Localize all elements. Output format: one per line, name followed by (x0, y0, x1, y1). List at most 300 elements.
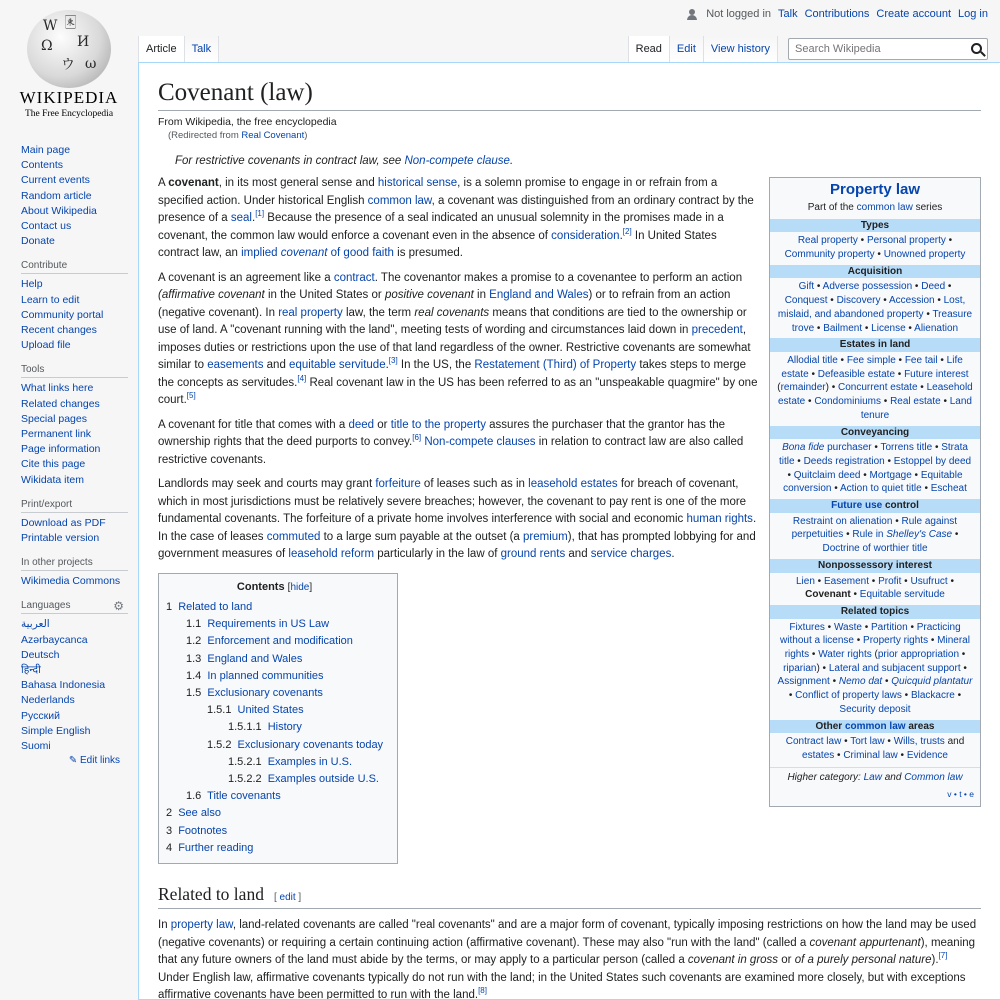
infobox-property-law (769, 177, 981, 807)
section-heading-label: Related to land (158, 884, 264, 904)
inline-link[interactable]: Practicing without a license (780, 621, 961, 647)
sidebar-item (21, 323, 138, 338)
inline-link[interactable]: Assignment (777, 676, 830, 688)
inline-link[interactable]: Lost, mislaid, and abandoned property (777, 295, 966, 320)
inline-link[interactable]: Mortgage (869, 469, 912, 481)
inline-link[interactable]: real property (278, 306, 343, 319)
tab-talk[interactable] (185, 36, 220, 62)
inline-link[interactable]: Criminal law (843, 749, 898, 761)
toc-number: 1.4 (186, 669, 202, 682)
inline-link[interactable]: easements (207, 359, 264, 372)
projects-heading: In other projects (21, 557, 128, 571)
toc-link[interactable]: Footnotes (178, 824, 228, 837)
infobox-section-list: Fixtures • Waste • Partition • Practicing without a license • Property rights • Mineral rights • Water rights (prior appropriation • riparian) • Lateral and subjacent support • Assignment • Nemo dat • Quicquid plantatur • Conflict of property laws • Blackacre • Security deposit (777, 621, 973, 715)
sidebar-link[interactable]: Contents (21, 159, 64, 172)
inline-link[interactable]: Security deposit (839, 703, 911, 715)
inline-link[interactable]: Treasure trove (791, 308, 973, 334)
sidebar-link[interactable]: Recent changes (21, 324, 97, 337)
toc-items (166, 599, 383, 857)
inline-link[interactable]: England and Wales (489, 289, 589, 302)
sidebar-link[interactable]: Cite this page (21, 458, 86, 471)
sidebar-link[interactable]: Current events (21, 174, 90, 187)
toc-item[interactable] (166, 616, 383, 633)
toc-item[interactable] (166, 702, 383, 719)
inline-link[interactable]: equitable servitude (289, 359, 386, 372)
gear-icon[interactable]: ⚙ (113, 599, 124, 614)
inline-link[interactable]: Defeasible estate (817, 368, 896, 380)
search-icon[interactable] (971, 43, 982, 54)
toc-link[interactable]: England and Wales (207, 652, 303, 665)
infobox-sections (770, 219, 980, 763)
inline-link[interactable]: historical sense (377, 177, 458, 190)
toc-number: 1.5.1.1 (228, 721, 262, 734)
sidebar-contribute (0, 260, 138, 353)
edit-links-link[interactable]: ✎ Edit links (68, 755, 120, 767)
section-edit-link[interactable]: edit (279, 892, 296, 903)
sidebar-link[interactable]: Suomi (21, 740, 51, 753)
sidebar-item (21, 531, 138, 546)
infobox-part-link[interactable]: common law (856, 201, 913, 213)
toc-link[interactable]: Enforcement and modification (207, 635, 353, 648)
create-account-link[interactable]: Create account (876, 8, 952, 20)
sidebar-item (21, 457, 138, 472)
wikipedia-logo[interactable] (0, 0, 138, 140)
inline-link[interactable]: precedent (691, 324, 743, 337)
toc-item[interactable] (166, 599, 383, 616)
tab-read-label: Read (635, 43, 662, 55)
sidebar-projects (0, 557, 138, 589)
sidebar-nav-list (0, 143, 138, 249)
inline-link[interactable]: title to the property (390, 418, 486, 431)
inline-link[interactable]: riparian (783, 662, 817, 674)
sidebar-link[interactable]: हिन्दी (21, 664, 41, 677)
inline-link[interactable]: Bona fide purchaser (782, 442, 872, 454)
sidebar-item (21, 693, 138, 708)
inline-link[interactable]: Evidence (906, 749, 948, 761)
inline-link[interactable]: Gift (798, 281, 815, 293)
not-logged-in-label: Not logged in (706, 8, 772, 20)
section-edit-open: [ (273, 892, 280, 903)
inline-link[interactable]: property law (170, 919, 233, 931)
inline-link[interactable]: Usufruct (910, 575, 948, 587)
inline-link[interactable]: common law (367, 194, 432, 207)
toc-link[interactable]: Further reading (178, 841, 254, 854)
toc-number: 1.5.1 (207, 704, 232, 717)
sidebar-item (21, 219, 138, 234)
citation-link[interactable]: [3] (388, 356, 398, 366)
sidebar-item (21, 709, 138, 724)
inline-link[interactable]: Future interest (904, 368, 969, 380)
sidebar-link[interactable]: Learn to edit (21, 293, 80, 306)
inline-link[interactable]: Fee simple (846, 354, 896, 366)
sidebar (0, 143, 138, 777)
user-icon (687, 9, 697, 20)
tab-view-history-label[interactable]: View history (710, 43, 770, 55)
inline-link[interactable]: Future use (831, 500, 883, 512)
sidebar-item (21, 663, 138, 678)
infobox-section-list: Gift • Adverse possession • Deed • Conquest • Discovery • Accession • Lost, mislaid, and abandoned property • Treasure trove • Bailment • License • Alienation (777, 281, 973, 334)
toc-number: 1.5.2.2 (228, 772, 262, 785)
infobox-title[interactable]: Property law (829, 181, 921, 199)
inline-link[interactable]: Wills, trusts (893, 736, 945, 748)
languages-list (0, 617, 138, 754)
page-title: Covenant (law) (158, 77, 981, 111)
infobox-vte[interactable] (770, 788, 980, 802)
inline-link[interactable]: human rights (686, 513, 753, 526)
section-edit (274, 892, 301, 903)
sidebar-item (21, 427, 138, 442)
infobox-section-list: Contract law • Tort law • Wills, trusts and estates • Criminal law • Evidence (785, 736, 965, 761)
toc-title: Contents [hide] (236, 580, 313, 593)
inline-link[interactable]: Quicquid plantatur (891, 676, 973, 688)
search-input[interactable] (789, 39, 959, 59)
sidebar-link[interactable]: Help (21, 278, 43, 291)
sidebar-item (21, 397, 138, 412)
citation-link[interactable]: [6] (412, 433, 422, 443)
section-edit-close: ] (295, 892, 302, 903)
sidebar-link[interactable]: Donate (21, 235, 55, 248)
inline-link[interactable]: Conflict of property laws (795, 690, 902, 702)
puzzle-globe-icon: W 🀀 И Ω ウ ω (27, 10, 111, 88)
inline-link[interactable]: Allodial title (787, 354, 838, 366)
toc-link[interactable]: Examples outside U.S. (267, 772, 379, 785)
infobox-section-heading: Future use control (770, 499, 980, 513)
tab-article[interactable] (138, 36, 185, 62)
infobox-section-heading: Nonpossessory interest (770, 559, 980, 573)
toc-link[interactable]: History (267, 721, 302, 734)
print-list (0, 516, 138, 546)
infobox-higher-category: Higher category: Law and Common law (770, 767, 980, 785)
namespace-tabs (138, 36, 219, 62)
inline-link[interactable]: Concurrent estate (838, 382, 918, 394)
hatnote-link[interactable]: Non-compete clause (404, 155, 510, 168)
inline-link[interactable]: Unowned property (883, 249, 966, 261)
infobox-part (770, 201, 980, 215)
toc-number: 1 (166, 600, 173, 613)
inline-link[interactable]: Deed (921, 281, 946, 293)
login-link[interactable]: Log in (958, 8, 988, 20)
sidebar-link[interactable]: Bahasa Indonesia (21, 679, 106, 692)
inline-link[interactable]: Lateral and subjacent support (828, 662, 961, 674)
sidebar-link[interactable]: Azərbaycanca (21, 633, 88, 646)
toc-number: 1.1 (186, 618, 202, 631)
sidebar-link[interactable]: Русский (21, 709, 60, 722)
sidebar-item (21, 143, 138, 158)
inline-link[interactable]: Nemo dat (838, 676, 883, 688)
citation-link[interactable]: [5] (186, 391, 196, 401)
sidebar-item (21, 158, 138, 173)
inline-link[interactable]: Water rights (818, 649, 872, 661)
inline-link[interactable]: Bailment (823, 322, 863, 334)
toc-item[interactable] (166, 754, 383, 771)
inline-link[interactable]: Escheat (930, 483, 967, 495)
sidebar-link[interactable]: Permanent link (21, 428, 92, 441)
inline-link[interactable]: Profit (878, 575, 902, 587)
print-heading: Print/export (21, 499, 128, 513)
sidebar-link[interactable]: Special pages (21, 412, 87, 425)
inline-link[interactable]: contract (333, 271, 375, 284)
sidebar-item (21, 189, 138, 204)
tab-edit[interactable] (670, 36, 704, 62)
inline-link[interactable]: Estoppel by deed (893, 455, 972, 467)
tools-list (0, 381, 138, 487)
toc-item[interactable] (166, 805, 383, 822)
sidebar-item (21, 442, 138, 457)
inline-link[interactable]: Deeds registration (803, 455, 885, 467)
citation-link[interactable]: [4] (297, 373, 307, 383)
toc-link[interactable]: Examples in U.S. (267, 755, 353, 768)
inline-link[interactable]: Discovery (836, 295, 881, 307)
citation-link[interactable]: [2] (622, 226, 632, 236)
inline-link[interactable]: ground rents (500, 548, 566, 561)
inline-link[interactable]: Law (863, 771, 882, 783)
sidebar-print (0, 499, 138, 546)
toc-item[interactable] (166, 719, 383, 736)
sidebar-link[interactable]: Page information (21, 443, 101, 456)
sidebar-item (21, 648, 138, 663)
infobox-section-list: Bona fide purchaser • Torrens title • Strata title • Deeds registration • Estoppel by deed • Quitclaim deed • Mortgage • Equitable conversion • Action to quiet title • Escheat (778, 442, 972, 495)
toc-link[interactable]: Requirements in US Law (207, 618, 330, 631)
infobox-vte-links[interactable]: v • t • e (947, 789, 974, 800)
inline-link[interactable]: Personal property (866, 235, 946, 247)
inline-link[interactable]: Mineral rights (784, 635, 970, 661)
search-box (788, 38, 988, 60)
inline-link[interactable]: consideration (551, 229, 620, 242)
infobox-section-heading: Acquisition (770, 265, 980, 279)
inline-link[interactable]: commuted (266, 530, 321, 543)
toc-item[interactable] (166, 685, 383, 702)
sidebar-link[interactable]: Related changes (21, 397, 100, 410)
sidebar-tools (0, 364, 138, 487)
toc-item[interactable] (166, 771, 383, 788)
inline-link[interactable]: Life estate (781, 354, 963, 380)
inline-link[interactable]: Real property (797, 235, 858, 247)
inline-link[interactable]: implied covenant of good faith (241, 247, 394, 260)
contribute-heading: Contribute (21, 260, 128, 274)
inline-link[interactable]: Alienation (914, 322, 959, 334)
sidebar-item (21, 381, 138, 396)
inline-link[interactable]: Strata title (778, 442, 968, 467)
inline-link[interactable]: Fee tail (904, 354, 938, 366)
redirect-suffix: ) (304, 130, 308, 142)
sidebar-link[interactable]: Deutsch (21, 648, 60, 661)
sidebar-link[interactable]: Main page (21, 144, 71, 156)
inline-link[interactable]: Fixtures (789, 621, 825, 633)
sidebar-link[interactable]: Download as PDF (21, 516, 106, 529)
inline-link[interactable]: Blackacre (910, 690, 955, 702)
sidebar-item (21, 412, 138, 427)
infobox-section-list: Restraint on alienation • Rule against perpetuities • Rule in Shelley's Case • Doctrine of worthier title (791, 515, 959, 555)
toc-number: 1.6 (186, 790, 202, 803)
inline-link[interactable]: estates (802, 749, 835, 761)
inline-link[interactable]: forfeiture (375, 478, 421, 491)
sidebar-link[interactable]: Simple English (21, 724, 91, 737)
section-heading-related-to-land (158, 884, 981, 909)
sidebar-link[interactable]: Random article (21, 189, 92, 202)
personal-tools (687, 8, 988, 20)
table-of-contents (158, 573, 398, 864)
paragraph-intro-1: A covenant, in its most general sense and historical sense, is a solemn promise to engage in or refrain from a specified action. Under historical English common law, a covenant was distinguished from an ordinary contract by the presence of a seal.[1] Because the presence of a seal indicated an unusual solemnity in the promises made in a covenant, the common law would enforce a covenant even in the absence of consideration.[2] In United States contract law, an implied covenant of good faith is presumed. (158, 177, 754, 260)
contributions-link[interactable]: Contributions (804, 8, 870, 20)
toc-link[interactable]: Exclusionary covenants today (237, 738, 384, 751)
sidebar-item (21, 678, 138, 693)
toc-title-label: Contents (236, 580, 285, 593)
toc-link[interactable]: In planned communities (207, 669, 324, 682)
toc-item[interactable] (166, 651, 383, 668)
citation-link[interactable]: [7] (938, 951, 948, 961)
sidebar-link[interactable]: Contact us (21, 220, 72, 233)
inline-link[interactable]: deed (348, 418, 375, 431)
sidebar-item (21, 234, 138, 249)
view-tabs (628, 36, 988, 62)
inline-link[interactable]: Property rights (863, 635, 929, 647)
toc-item[interactable] (166, 633, 383, 650)
inline-link[interactable]: Real estate (890, 396, 941, 408)
tab-read[interactable] (628, 36, 670, 62)
inline-link[interactable]: service charges (590, 548, 672, 561)
toc-number: 1.5.2.1 (228, 755, 262, 768)
inline-link[interactable]: Waste (833, 621, 862, 633)
sidebar-navigation (0, 143, 138, 249)
sidebar-item (21, 516, 138, 531)
infobox-section-list: Real property • Personal property • Community property • Unowned property (784, 235, 966, 261)
toc-link[interactable]: Title covenants (207, 790, 281, 803)
inline-link[interactable]: Action to quiet title (839, 483, 922, 495)
inline-link[interactable]: Partition (871, 621, 908, 633)
infobox-section-heading: Related topics (770, 605, 980, 619)
personal-tools-bar (0, 0, 1000, 30)
inline-link[interactable]: Easement (823, 575, 869, 587)
sidebar-item (21, 574, 138, 589)
toc-link[interactable]: Exclusionary covenants (207, 686, 323, 699)
sidebar-link[interactable]: العربية (21, 618, 50, 631)
projects-list (0, 574, 138, 589)
citation-link[interactable]: [1] (255, 209, 265, 219)
inline-link[interactable]: Tort law (850, 736, 885, 748)
toc-number: 1.5 (186, 686, 202, 699)
infobox-section-heading: Other common law areas (770, 720, 980, 734)
sidebar-item (21, 724, 138, 739)
citation-link[interactable]: [8] (478, 986, 487, 996)
inline-link[interactable]: Rule in Shelley's Case (852, 529, 953, 541)
toc-link[interactable]: See also (178, 807, 221, 820)
inline-link[interactable]: Quitclaim deed (793, 469, 861, 481)
toc-number: 3 (166, 824, 173, 837)
inline-link[interactable]: License (871, 322, 906, 334)
toc-number: 2 (166, 807, 173, 820)
sidebar-link[interactable]: Wikimedia Commons (21, 575, 121, 588)
tools-heading: Tools (21, 364, 128, 378)
paragraph-intro-4: Landlords may seek and courts may grant forfeiture of leases such as in leasehold estates for breach of covenant, which in most jurisdictions must be relatively severe breaches; however, the covenant to pay rent is one of the more fundamental covenants. The forfeiture of a private home involves interference with social and economic human rights. In the case of leases commuted to a large sum payable at the outset (a premium), that has prompted lobbying for and government measures of leasehold reform particularly in the law of ground rents and service charges. (158, 478, 757, 561)
toc-link[interactable]: United States (237, 704, 304, 717)
paragraph-intro-3: A covenant for title that comes with a deed or title to the property assures the purchaser that the grantor has the ownership rights that the deed purports to convey.[6] Non-compete clauses in relation to contract law are also called restrictive covenants. (158, 418, 744, 466)
inline-link[interactable]: Community property (784, 249, 875, 261)
inline-link[interactable]: Leasehold estate (778, 382, 973, 408)
tab-article-label: Article (146, 43, 177, 55)
redirect-link[interactable]: Real Covenant (241, 130, 305, 142)
article-body (158, 175, 981, 1000)
tab-view-history[interactable] (704, 36, 778, 62)
inline-link[interactable]: leasehold estates (528, 478, 618, 491)
paragraph-intro-2: A covenant is an agreement like a contract. The covenantor makes a promise to a covenantee to perform an action (affirmative covenant in the United States or positive covenant in England and Wales) or to refrain from an action (negative covenant). In real property law, the term real covenants means that conditions are tied to the ownership or use of land. A "covenant running with the land", meeting tests of wording and circumstances laid down in precedent, imposes duties or restrictions upon the use of that land regardless of the owner. Restrictive covenants are somewhat similar to easements and equitable servitude.[3] In the US, the Restatement (Third) of Property takes steps to merge the concepts as servitudes.[4] Real covenant law in the US has been referred to as an "unspeakable quagmire" by one court.[5] (158, 271, 758, 407)
sidebar-languages (0, 600, 138, 766)
inline-link[interactable]: leasehold reform (288, 548, 375, 561)
inline-link[interactable]: Non-compete clauses (424, 436, 536, 449)
wordmark: WIKIPEDIA (19, 88, 119, 107)
inline-link[interactable]: remainder (780, 382, 826, 394)
inline-link[interactable]: seal (230, 212, 252, 225)
inline-link[interactable]: Common law (904, 771, 963, 783)
inline-link[interactable]: Land tenure (860, 396, 972, 421)
sidebar-link[interactable]: What links here (21, 382, 94, 395)
hatnote (175, 155, 981, 167)
hatnote-suffix: . (509, 155, 514, 168)
infobox-section-list: Allodial title • Fee simple • Fee tail • Life estate • Defeasible estate • Future interest (remainder) • Concurrent estate • Leasehold estate • Condominiums • Real estate • Land tenure (777, 354, 973, 421)
inline-link[interactable]: Contract law (785, 736, 842, 748)
infobox-section-list: Lien • Easement • Profit • Usufruct • Covenant • Equitable servitude (796, 575, 954, 601)
toc-link[interactable]: Related to land (178, 600, 253, 613)
inline-link[interactable]: Lien (796, 575, 815, 587)
inline-link[interactable]: premium (523, 530, 568, 543)
inline-link[interactable]: Torrens title (880, 442, 933, 454)
infobox-part-prefix: Part of the (807, 201, 857, 213)
infobox-section-heading: Conveyancing (770, 426, 980, 440)
inline-link[interactable]: Condominiums (814, 396, 882, 408)
redirect-prefix: (Redirected from (168, 130, 242, 142)
inline-link[interactable]: Rule against perpetuities (791, 515, 958, 541)
inline-link[interactable]: prior appropriation (877, 649, 960, 661)
sidebar-link[interactable]: Printable version (21, 532, 100, 545)
infobox-section-heading: Types (770, 219, 980, 233)
sidebar-item (21, 617, 138, 632)
tab-edit-label[interactable]: Edit (676, 43, 696, 55)
inline-link[interactable]: Adverse possession (822, 281, 913, 293)
hatnote-prefix: For restrictive covenants in contract law, see (175, 155, 405, 168)
toc-item[interactable] (166, 737, 383, 754)
inline-link[interactable]: Restatement (Third) of Property (474, 359, 637, 372)
sidebar-item (21, 204, 138, 219)
toc-hide-link[interactable]: hide (290, 581, 310, 593)
inline-link[interactable]: common law (844, 720, 906, 732)
toc-item[interactable] (166, 840, 383, 857)
inline-link[interactable]: Restraint on alienation (792, 515, 893, 527)
sidebar-item (21, 473, 138, 488)
sidebar-link[interactable]: Wikidata item (21, 473, 85, 486)
sidebar-link[interactable]: Upload file (21, 339, 71, 352)
sidebar-item (21, 173, 138, 188)
sidebar-item (21, 308, 138, 323)
tab-talk-label[interactable]: Talk (191, 43, 212, 55)
sidebar-link[interactable]: About Wikipedia (21, 204, 97, 217)
languages-heading-label: Languages (21, 600, 71, 612)
inline-link[interactable]: Doctrine of worthier title (822, 543, 928, 555)
tagline: The Free Encyclopedia (24, 109, 114, 119)
inline-link[interactable]: Conquest (784, 295, 828, 307)
sidebar-link[interactable]: Community portal (21, 308, 104, 321)
toc-item[interactable] (166, 668, 383, 685)
sidebar-item (21, 277, 138, 292)
toc-item[interactable] (166, 788, 383, 805)
inline-link[interactable]: Equitable conversion (783, 469, 963, 495)
paragraph-related-to-land: In property law, land-related covenants are called "real covenants" and are a major form of covenant, typically imposing restrictions on how the land may be used (negative covenants) or requiring a certain continuing action (affirmative covenant). These may also "run with the land" (called a covenant appurtenant), meaning that any future owners of the land must abide by the terms, or may apply to a particular person (called a covenant in gross or of a purely personal nature).[7] Under English law, affirmative covenants typically do not run with the land; in the United States such covenants are examined more closely, but with exceptions affirmative covenants have been permitted to run with the land.[8] (158, 919, 977, 1000)
inline-link[interactable]: Accession (888, 295, 935, 307)
inline-link[interactable]: Equitable servitude (859, 589, 945, 601)
sidebar-link[interactable]: Nederlands (21, 694, 75, 707)
toc-number: 1.2 (186, 635, 202, 648)
toc-number: 4 (166, 841, 173, 854)
toc-item[interactable] (166, 823, 383, 840)
talk-link[interactable]: Talk (778, 8, 798, 20)
